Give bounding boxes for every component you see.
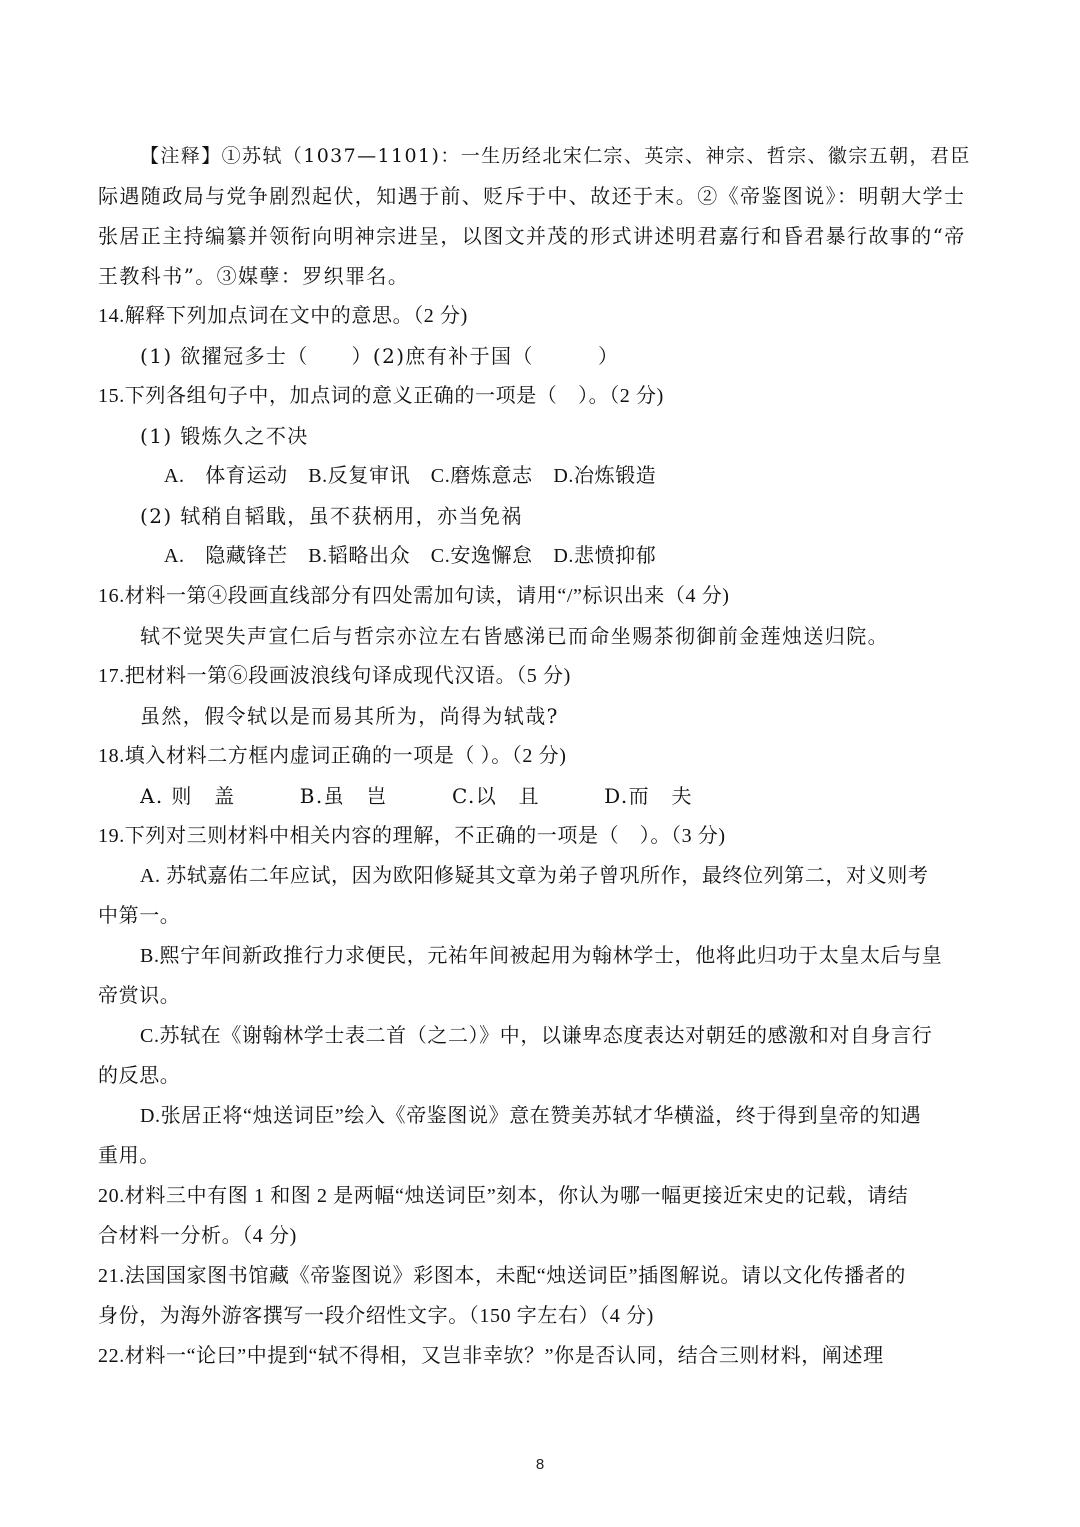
question-19-option-c-line-2: 的反思。	[98, 1065, 181, 1087]
question-14-stem: 14.解释下列加点词在文中的意思。（2 分)	[98, 305, 468, 327]
question-21-line-1: 21.法国国家图书馆藏《帝鉴图说》彩图本，未配“烛送词臣”插图解说。请以文化传播者的	[98, 1265, 906, 1287]
question-16-stem: 16.材料一第④段画直线部分有四处需加句读，请用“/”标识出来（4 分)	[98, 585, 730, 607]
question-19-option-d-line-1: D.张居正将“烛送词臣”绘入《帝鉴图说》意在赞美苏轼才华横溢，终于得到皇帝的知遇	[140, 1105, 922, 1127]
question-21-line-2: 身份，为海外游客撰写一段介绍性文字。（150 字左右）（4 分)	[98, 1305, 654, 1327]
question-19-option-b-line-2: 帝赏识。	[98, 985, 181, 1007]
note-line-2: 际遇随政局与党争剧烈起伏，知遇于前、贬斥于中、故还于末。②《帝鉴图说》：明朝大学士	[98, 184, 966, 208]
question-19-option-d-line-2: 重用。	[98, 1145, 160, 1167]
question-20-line-2: 合材料一分析。（4 分)	[98, 1225, 297, 1247]
exam-page	[98, 0, 982, 1527]
question-18-options: A. 则 盖 B.虽 岂 C.以 且 D.而 夫	[140, 784, 693, 808]
question-15-options2: A. 隐藏锋芒 B.韬略出众 C.安逸懈怠 D.悲愤抑郁	[164, 545, 657, 567]
question-15-options1: A. 体育运动 B.反复审讯 C.磨炼意志 D.冶炼锻造	[164, 465, 657, 487]
question-19-option-a-line-1: A. 苏轼嘉佑二年应试，因为欧阳修疑其文章为弟子曾巩所作，最终位列第二，对义则考	[140, 865, 929, 887]
question-14-items: (1) 欲擢冠多士（ ）(2)庶有补于国（ ）	[140, 344, 620, 368]
note-line-3: 张居正主持编纂并领衔向明神宗进呈，以图文并茂的形式讲述明君嘉行和昏君暴行故事的“帝	[98, 224, 966, 248]
question-19-option-c-line-1: C.苏轼在《谢翰林学士表二首（之二）》中，以谦卑态度表达对朝廷的感激和对自身言行	[140, 1025, 933, 1047]
note-line-1: 【注释】①苏轼（1037—1101)：一生历经北宋仁宗、英宗、神宗、哲宗、徽宗五朝，君臣	[140, 145, 971, 167]
question-19-stem: 19.下列对三则材料中相关内容的理解，不正确的一项是（ ）。（3 分)	[98, 825, 726, 847]
note-line-4: 王教科书”。③媒孽：罗织罪名。	[98, 264, 410, 288]
question-17-stem: 17.把材料一第⑥段画波浪线句译成现代汉语。（5 分)	[98, 665, 571, 687]
question-15-sub2: (2) 轼稍自韬戢，虽不获柄用，亦当免祸	[140, 504, 523, 528]
question-19-option-b-line-1: B.熙宁年间新政推行力求便民，元祐年间被起用为翰林学士，他将此归功于太皇太后与皇	[140, 945, 943, 967]
page-number: 8	[535, 1456, 545, 1473]
question-20-line-1: 20.材料三中有图 1 和图 2 是两幅“烛送词臣”刻本，你认为哪一幅更接近宋史的记载，请结	[98, 1185, 909, 1207]
question-17-text: 虽然，假令轼以是而易其所为，尚得为轼哉?	[140, 704, 559, 728]
question-22-line-1: 22.材料一“论曰”中提到“轼不得相，又岂非幸欤？”你是否认同，结合三则材料，阐述理	[98, 1345, 884, 1367]
question-15-stem: 15.下列各组句子中，加点词的意义正确的一项是（ ）。（2 分)	[98, 385, 664, 407]
question-16-text: 轼不觉哭失声宣仁后与哲宗亦泣左右皆感涕已而命坐赐茶彻御前金莲烛送归院。	[140, 624, 889, 648]
question-19-option-a-line-2: 中第一。	[98, 905, 181, 927]
question-18-stem: 18.填入材料二方框内虚词正确的一项是（ ）。（2 分)	[98, 745, 567, 767]
question-15-sub1: (1) 锻炼久之不决	[140, 424, 309, 448]
